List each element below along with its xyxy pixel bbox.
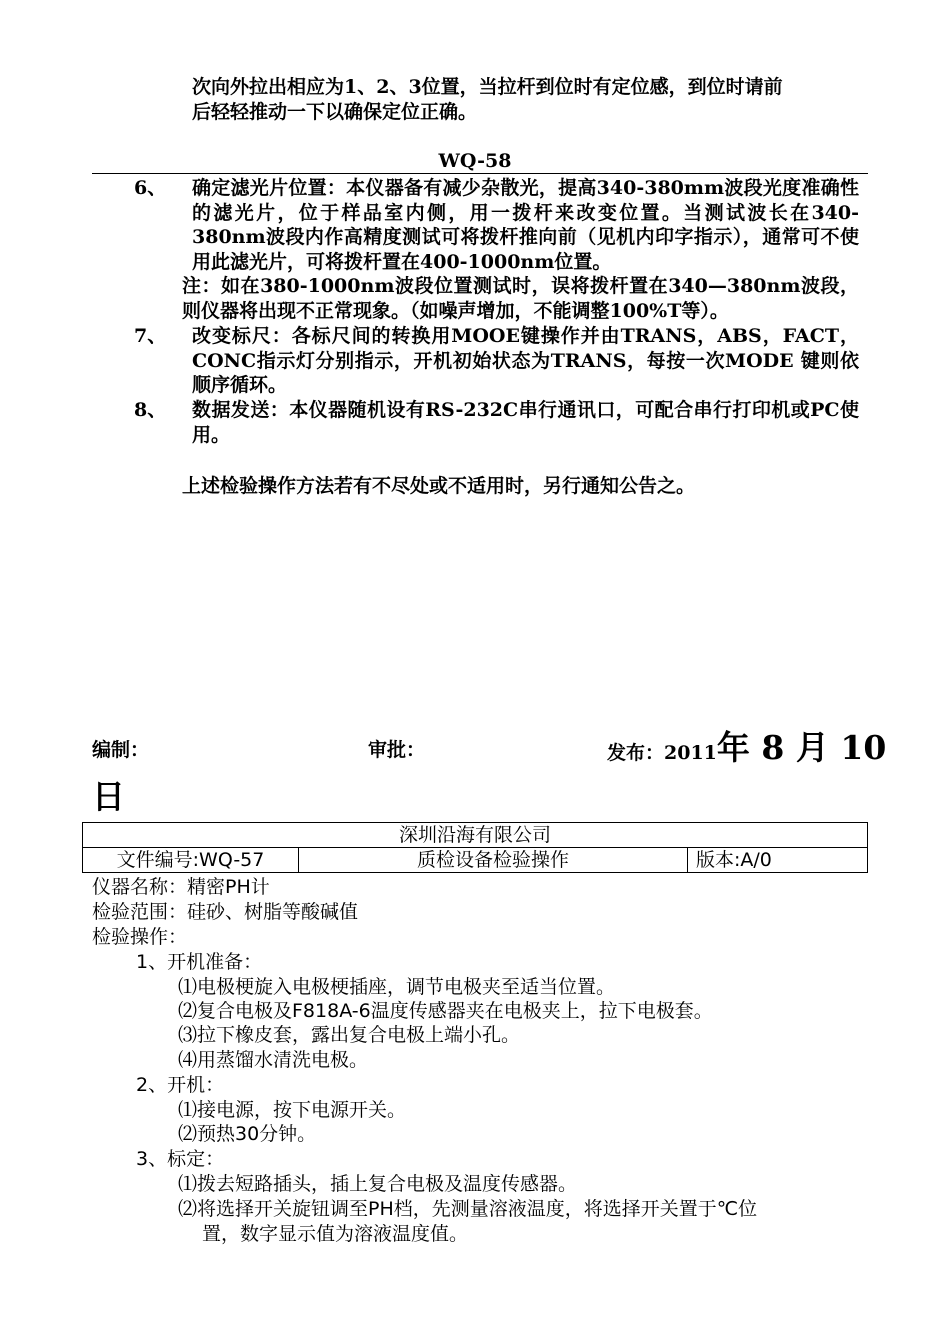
section-1-step-4: ⑷用蒸馏水清洗电极。 [178, 1049, 369, 1071]
section-1-step-2: ⑵复合电极及F818A-6温度传感器夹在电极夹上，拉下电极套。 [178, 1000, 713, 1022]
item-7-number: 7、 [134, 325, 167, 347]
section-3-step-1: ⑴拨去短路插头，插上复合电极及温度传感器。 [178, 1173, 578, 1195]
instrument-name: 仪器名称：精密PH计 [92, 876, 270, 898]
compiled-by-label: 编制： [92, 739, 150, 761]
year-char: 年 [716, 728, 750, 767]
document-title: 质检设备检验操作 [299, 848, 688, 873]
release-year: 2011 [664, 742, 717, 764]
section-3-step-2: ⑵将选择开关旋钮调至PH档，先测量溶液温度，将选择开关置于℃位 [178, 1198, 758, 1220]
section-1-step-3: ⑶拉下橡皮套，露出复合电极上端小孔。 [178, 1024, 521, 1046]
section-1-title: 1、开机准备： [136, 951, 263, 973]
release-label: 发布： [607, 742, 665, 764]
document-version: 版本:A/0 [688, 848, 868, 873]
release-date [607, 726, 886, 775]
document-header-table [82, 822, 868, 873]
section-2-step-1: ⑴接电源，按下电源开关。 [178, 1099, 407, 1121]
item-6-text: 确定滤光片位置：本仪器备有减少杂散光，提高340-380mm波段光度准确性的滤光片，位于样品室内侧，用一拨杆来改变位置。当测试波长在340-380nm波段内作高精度测试可将拨杆推向前（见机内印字指示），通常可不使用此滤光片，可将拨杆置在400-1000nm位置。 [192, 177, 859, 273]
inspection-scope: 检验范围：硅砂、树脂等酸碱值 [92, 901, 359, 923]
month-char: 月 [795, 728, 829, 767]
item-8-text: 数据发送：本仪器随机设有RS-232C串行通讯口，可配合串行打印机或PC使用。 [192, 399, 859, 446]
page-code: WQ-58 [438, 150, 512, 172]
header-rule [92, 173, 868, 174]
release-month: 8 [761, 728, 785, 767]
item-6-note: 注：如在380-1000nm波段位置测试时，误将拨杆置在340—380nm波段，则仪器将出现不正常现象。（如噪声增加，不能调整100%T等）。 [182, 275, 859, 322]
document-number: 文件编号:WQ-57 [83, 848, 299, 873]
section-3-title: 3、标定： [136, 1148, 225, 1170]
approved-by-label: 审批： [368, 739, 426, 761]
section-2-title: 2、开机： [136, 1074, 225, 1096]
item-6-number: 6、 [134, 177, 167, 199]
section-3-step-2-cont: 置，数字显示值为溶液温度值。 [202, 1223, 469, 1245]
section-2-step-2: ⑵预热30分钟。 [178, 1123, 317, 1145]
section-1-step-1: ⑴电极梗旋入电极梗插座，调节电极夹至适当位置。 [178, 976, 616, 998]
inspection-operations-label: 检验操作： [92, 926, 188, 948]
item-7-text: 改变标尺：各标尺间的转换用MOOE键操作并由TRANS，ABS，FACT，CONC指示灯分别指示，开机初始状态为TRANS，每按一次MODE 键则依顺序循环。 [192, 325, 859, 396]
item-8-number: 8、 [134, 399, 167, 421]
company-name: 深圳沿海有限公司 [83, 823, 868, 848]
release-day: 10 [840, 728, 887, 767]
closing-statement: 上述检验操作方法若有不尽处或不适用时，另行通知公告之。 [182, 475, 696, 497]
continuation-line-2: 后轻轻推动一下以确保定位正确。 [192, 101, 478, 123]
continuation-line-1: 次向外拉出相应为1、2、3位置，当拉杆到位时有定位感，到位时请前 [192, 76, 783, 98]
day-char: 日 [92, 777, 125, 816]
